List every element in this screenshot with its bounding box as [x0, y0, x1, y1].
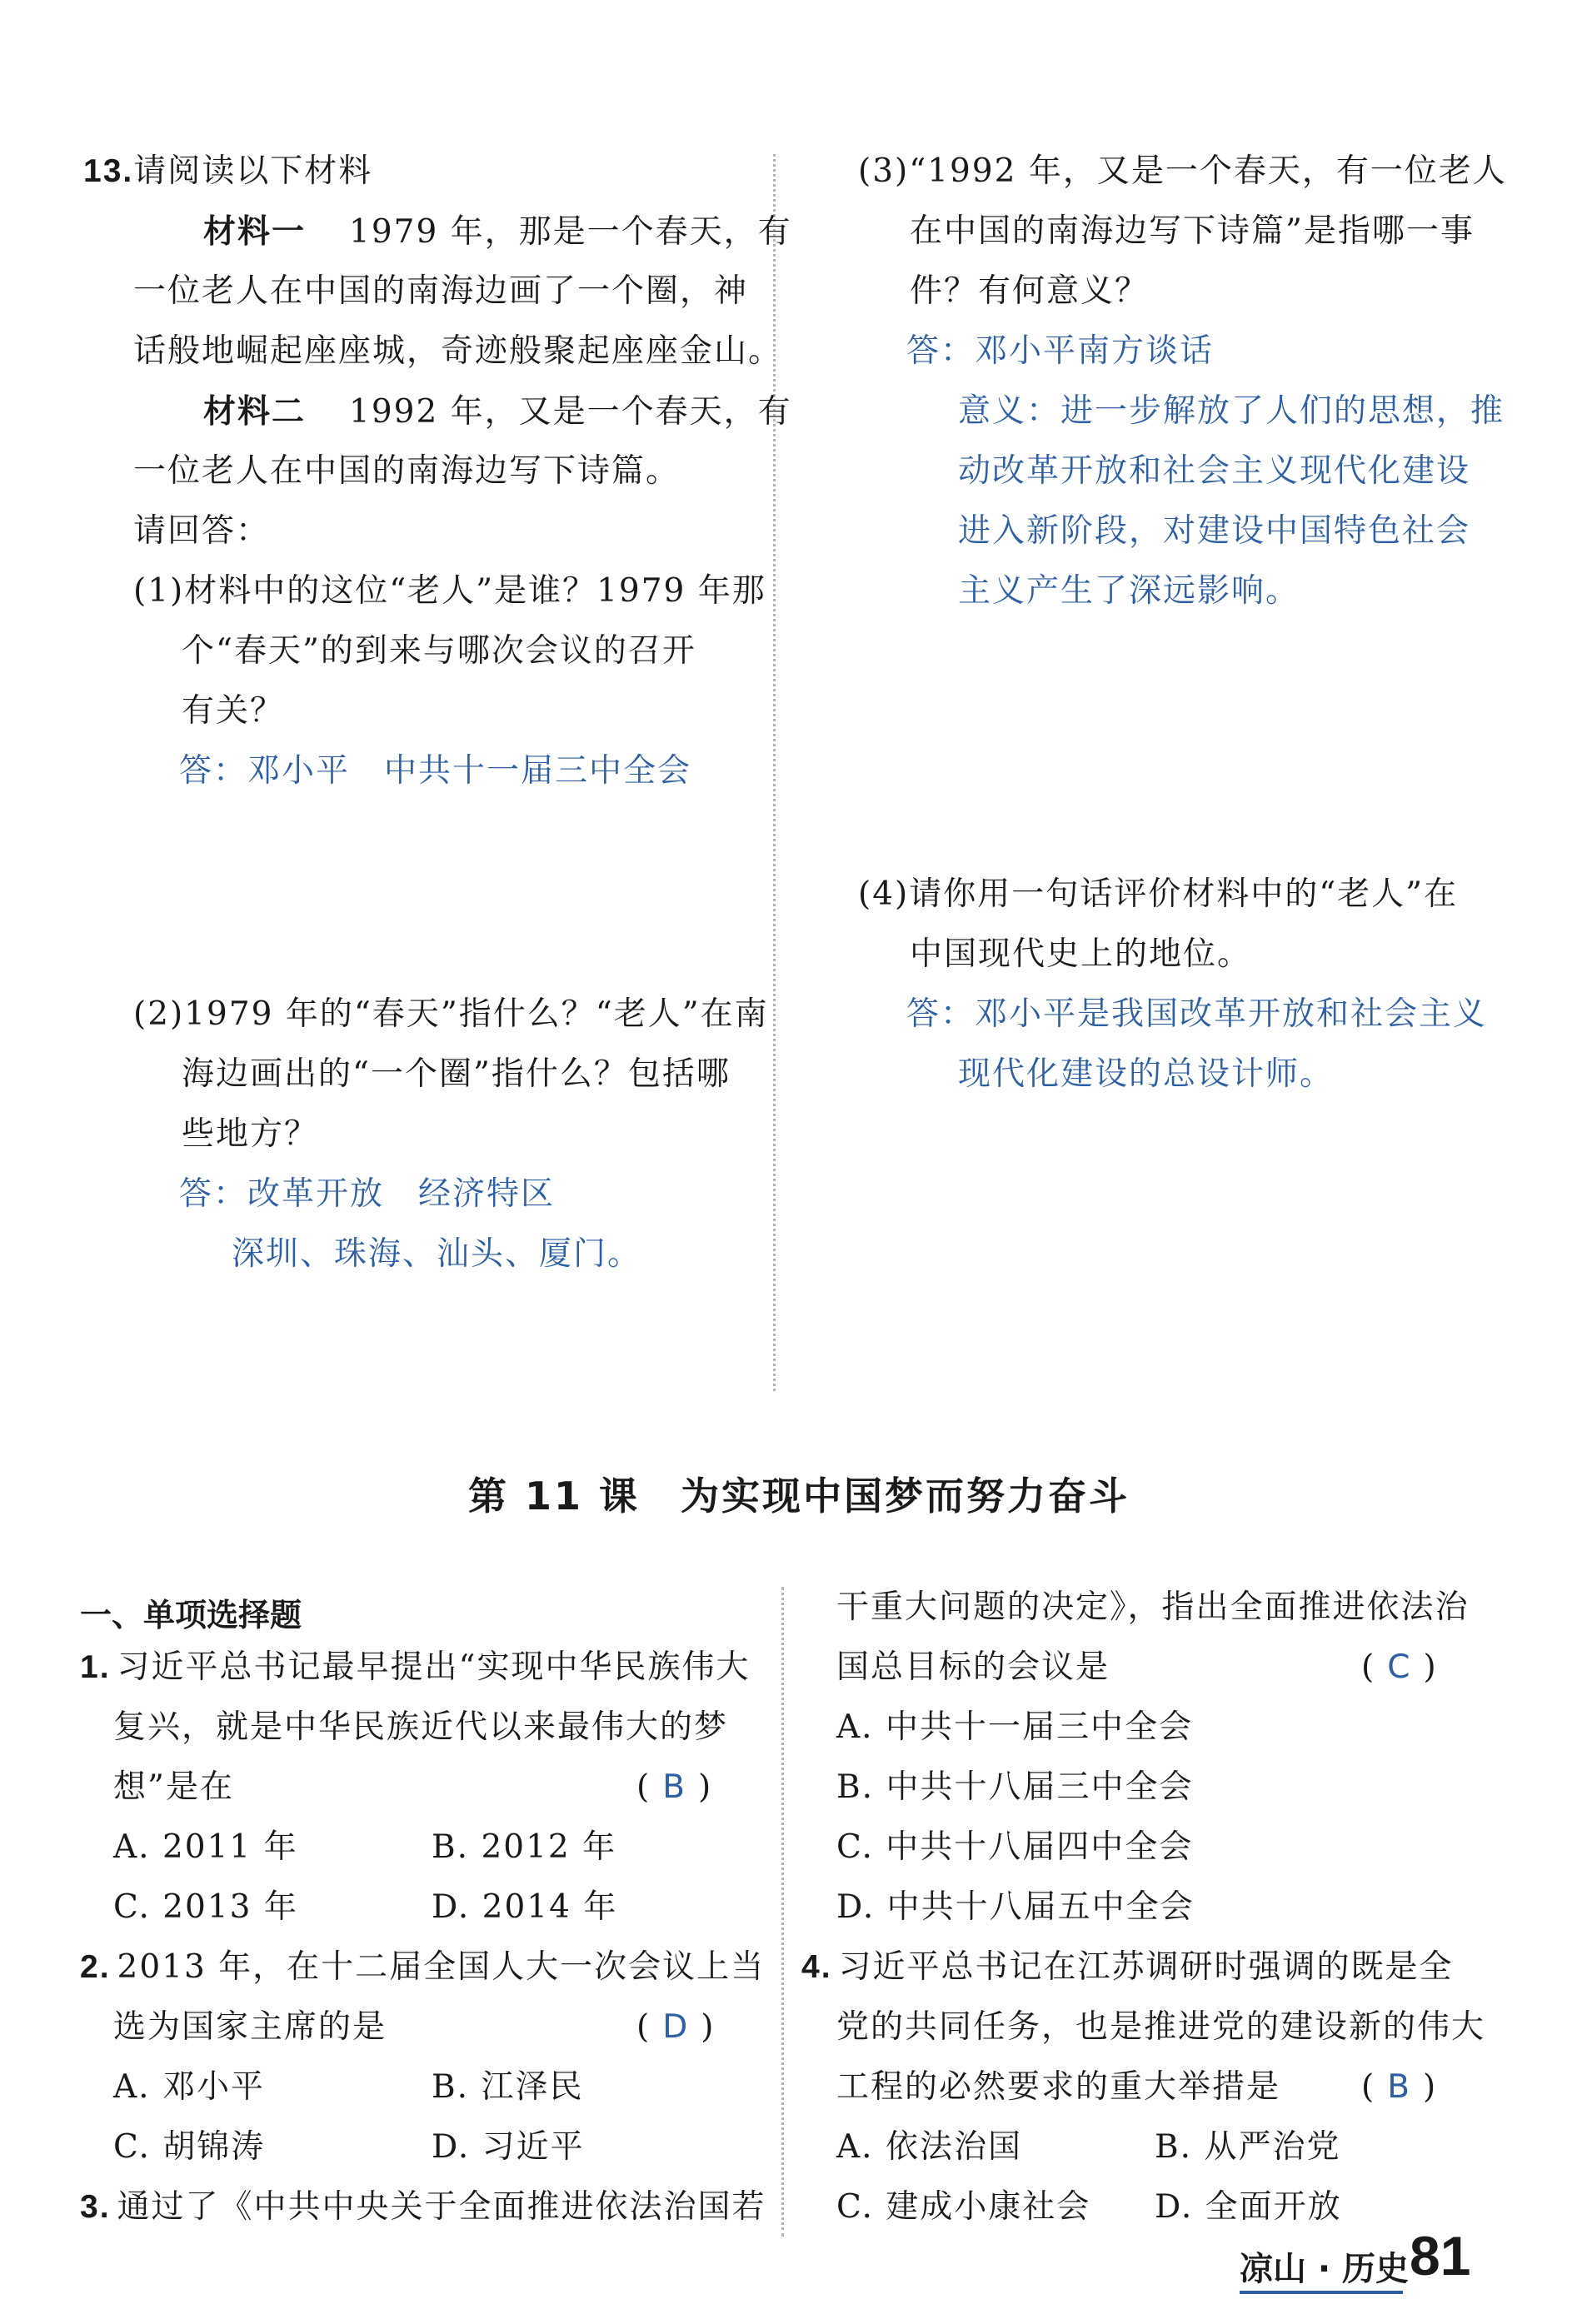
- section-heading: 一、单项选择题: [80, 1597, 302, 1633]
- material2-label: 材料二: [203, 392, 307, 431]
- q13-answer-prompt: 请回答：: [133, 512, 271, 550]
- sub2-line3: 些地方？: [182, 1115, 319, 1153]
- footer-rule: [1240, 2291, 1403, 2294]
- material1-label: 材料一: [203, 212, 307, 251]
- mc-q1-line3: 想”是在: [113, 1768, 234, 1806]
- mc-q2-number: 2.: [80, 1949, 111, 1985]
- mc-q3-answer: C: [1387, 1648, 1412, 1686]
- sub1-line1: (1)材料中的这位“老人”是谁？1979 年那: [133, 572, 766, 610]
- sub3-answer1: 答：邓小平南方谈话: [906, 332, 1215, 370]
- mc-q3-answer-parens: ( C ): [1361, 1648, 1438, 1686]
- mc-q3-option-a: A. 中共十一届三中全会: [836, 1708, 1193, 1746]
- mc-q4-option-b: B. 从严治党: [1155, 2128, 1341, 2166]
- mc-q2-line1: [80, 1937, 765, 1997]
- mc-q4-answer-parens: ( B ): [1361, 2068, 1438, 2106]
- sub4-line2: 中国现代史上的地位。: [910, 935, 1252, 973]
- mc-q4-option-d: D. 全面开放: [1155, 2188, 1342, 2226]
- mc-q1-option-a: A. 2011 年: [113, 1828, 298, 1866]
- sub1-line3: 有关？: [182, 692, 285, 730]
- page-number: 81: [1410, 2225, 1471, 2287]
- mc-q2-line2: 选为国家主席的是: [113, 2008, 387, 2046]
- mc-q4-option-a: A. 依法治国: [836, 2128, 1022, 2166]
- lesson-title: 第 11 课 为实现中国梦而努力奋斗: [468, 1474, 1130, 1519]
- mc-q4-line2: 党的共同任务，也是推进党的建设新的伟大: [836, 2008, 1486, 2046]
- sub3-answer3: 动改革开放和社会主义现代化建设: [958, 452, 1471, 490]
- mc-q3-line1: [80, 2177, 766, 2237]
- mc-q1-number: 1.: [80, 1649, 111, 1685]
- mc-q4-text1: 习近平总书记在江苏调研时强调的既是全: [838, 1948, 1454, 1986]
- mc-q2-option-a: A. 邓小平: [113, 2068, 265, 2106]
- sub3-answer4: 进入新阶段，对建设中国特色社会: [958, 512, 1471, 550]
- mc-q1-text1: 习近平总书记最早提出“实现中华民族伟大: [117, 1648, 751, 1686]
- sub3-line2: 在中国的南海边写下诗篇”是指哪一事: [910, 212, 1475, 250]
- mc-q1-option-c: C. 2013 年: [113, 1888, 298, 1926]
- sub2-answer1: 答：改革开放 经济特区: [179, 1175, 556, 1213]
- mc-q4-number: 4.: [801, 1949, 832, 1985]
- mc-q3-option-b: B. 中共十八届三中全会: [836, 1768, 1194, 1806]
- sub4-line1: (4)请你用一句话评价材料中的“老人”在: [858, 875, 1459, 913]
- mc-q2-option-c: C. 胡锦涛: [113, 2128, 266, 2166]
- mc-q1-option-b: B. 2012 年: [432, 1828, 617, 1866]
- q13-prompt: 请阅读以下材料: [133, 152, 373, 190]
- sub2-line1: (2)1979 年的“春天”指什么？“老人”在南: [133, 995, 769, 1033]
- sub2-answer2: 深圳、珠海、汕头、厦门。: [232, 1235, 642, 1273]
- q13-number: 13.: [83, 153, 134, 189]
- sub1-line2: 个“春天”的到来与哪次会议的召开: [182, 632, 696, 670]
- sub3-line1: (3)“1992 年，又是一个春天，有一位老人: [858, 152, 1507, 190]
- q13-heading: [83, 142, 372, 202]
- mc-q3-option-d: D. 中共十八届五中全会: [836, 1888, 1195, 1926]
- mc-q4-answer: B: [1387, 2068, 1411, 2106]
- mc-q2-option-b: B. 江泽民: [432, 2068, 584, 2106]
- material2-line1: [203, 382, 792, 442]
- sub4-answer2: 现代化建设的总设计师。: [958, 1055, 1335, 1093]
- mc-q2-option-d: D. 习近平: [432, 2128, 585, 2166]
- material1-line3: 话般地崛起座座城，奇迹般聚起座座金山。: [133, 332, 783, 370]
- material1-line2: 一位老人在中国的南海边画了一个圈，神: [133, 272, 749, 310]
- column-divider-bottom: [781, 1587, 784, 2237]
- mc-q3-line2: 干重大问题的决定》，指出全面推进依法治: [836, 1588, 1470, 1626]
- material2-line2: 一位老人在中国的南海边写下诗篇。: [133, 452, 681, 490]
- mc-q3-text1: 通过了《中共中央关于全面推进依法治国若: [117, 2188, 766, 2226]
- mc-q2-text1: 2013 年，在十二届全国人大一次会议上当: [117, 1948, 766, 1986]
- sub4-answer1: 答：邓小平是我国改革开放和社会主义: [906, 995, 1488, 1033]
- sub1-answer: 答：邓小平 中共十一届三中全会: [179, 752, 692, 790]
- mc-q3-option-c: C. 中共十八届四中全会: [836, 1828, 1194, 1866]
- sub2-line2: 海边画出的“一个圈”指什么？包括哪: [182, 1055, 731, 1093]
- mc-q1-line1: [80, 1638, 750, 1698]
- mc-q2-answer: D: [662, 2008, 690, 2046]
- material2-text1: 1992 年，又是一个春天，有: [349, 393, 792, 431]
- mc-q3-number: 3.: [80, 2189, 111, 2225]
- mc-q4-line1: [801, 1937, 1454, 1997]
- mc-q1-option-d: D. 2014 年: [432, 1888, 618, 1926]
- mc-q4-option-c: C. 建成小康社会: [836, 2188, 1091, 2226]
- material1-text1: 1979 年，那是一个春天，有: [349, 213, 792, 251]
- mc-q4-line3: 工程的必然要求的重大举措是: [836, 2068, 1281, 2106]
- mc-q3-line3: 国总目标的会议是: [836, 1648, 1110, 1686]
- footer-label: 凉山 · 历史: [1240, 2250, 1410, 2288]
- sub3-answer5: 主义产生了深远影响。: [958, 572, 1300, 610]
- mc-q1-line2: 复兴，就是中华民族近代以来最伟大的梦: [113, 1708, 729, 1746]
- material1-line1: [203, 202, 792, 262]
- mc-q1-answer: B: [662, 1768, 686, 1806]
- sub3-line3: 件？有何意义？: [910, 272, 1150, 310]
- mc-q1-answer-parens: ( B ): [636, 1768, 713, 1806]
- mc-q2-answer-parens: ( D ): [636, 2008, 716, 2046]
- sub3-answer2: 意义：进一步解放了人们的思想，推: [958, 392, 1505, 430]
